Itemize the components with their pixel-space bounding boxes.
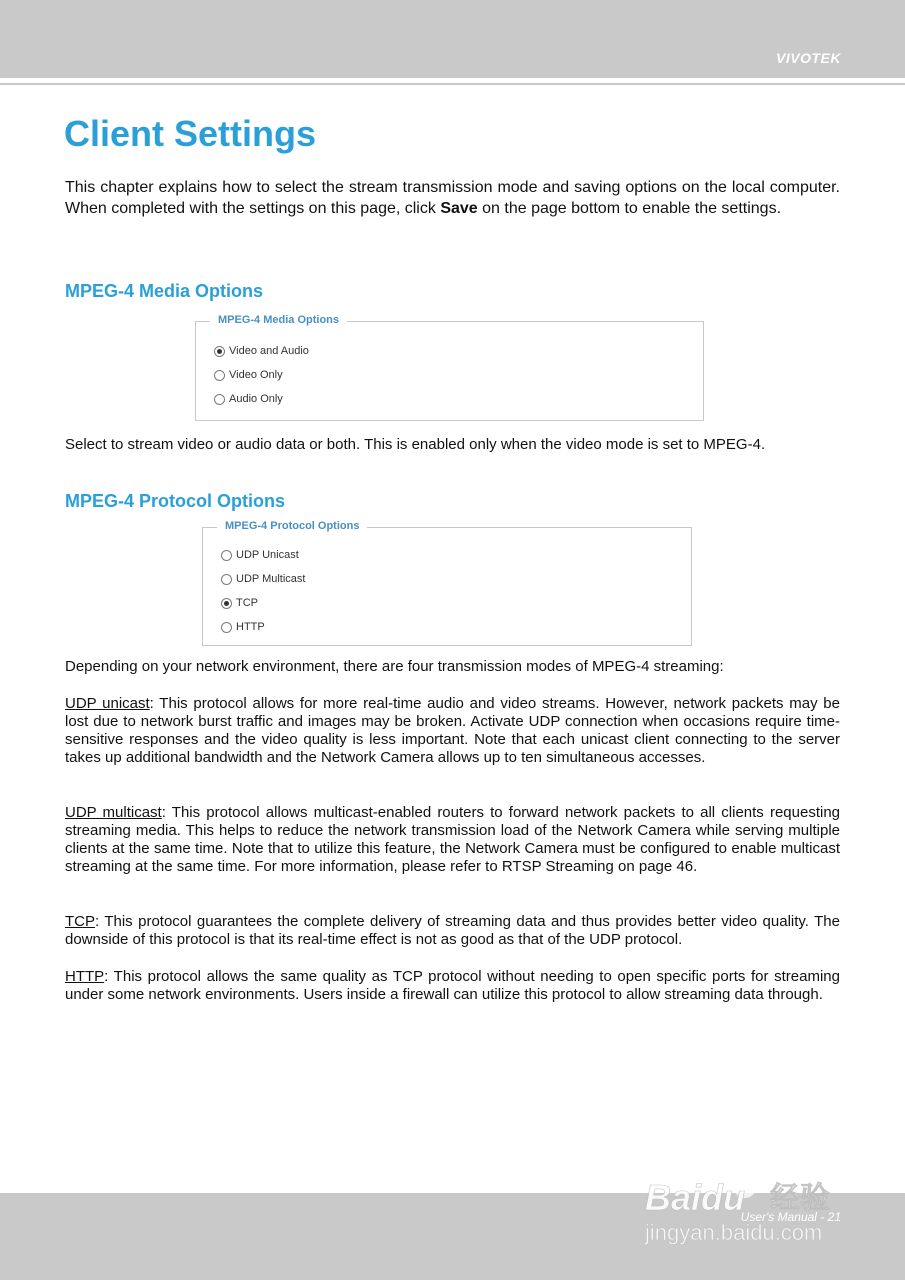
radio-unselected-icon	[221, 574, 232, 585]
save-keyword: Save	[440, 200, 478, 217]
page-title: Client Settings	[64, 113, 317, 154]
header-band	[0, 0, 905, 78]
watermark-cn: 经验	[770, 1181, 830, 1216]
radio-video-and-audio[interactable]: Video and Audio	[214, 345, 309, 357]
media-options-description: Select to stream video or audio data or both. This is enabled only when the video mode is set to MPEG-4.	[65, 436, 766, 453]
header-divider	[0, 83, 905, 85]
baidu-watermark-icon	[640, 1158, 855, 1248]
radio-selected-icon	[221, 598, 232, 609]
radio-selected-icon	[214, 346, 225, 357]
mode-term: UDP unicast	[65, 695, 150, 712]
mode-udp-multicast: UDP multicast: This protocol allows multicast-enabled routers to forward network packets to all clients requesting streaming media. This helps to reduce the network transmission load of the Network Camera while serving multiple clients at the same time. Note that to utilize this feature, the Network Camera must be configured to enable multicast streaming at the same time. For more information, please refer to RTSP Streaming on page 46.	[65, 804, 841, 875]
media-options-heading: MPEG-4 Media Options	[65, 281, 264, 301]
protocol-options-legend: MPEG-4 Protocol Options	[217, 520, 367, 532]
intro-paragraph: This chapter explains how to select the stream transmission mode and saving options on the local computer. When completed with the settings on this page, click Save on the page bottom to enable the settings.	[65, 179, 840, 217]
watermark-url: jingyan.baidu.com	[645, 1220, 823, 1245]
radio-udp-unicast[interactable]: UDP Unicast	[221, 549, 299, 561]
radio-unselected-icon	[214, 370, 225, 381]
mode-term: TCP	[65, 913, 95, 930]
watermark-brand: Baidu	[645, 1177, 746, 1218]
media-options-panel	[195, 314, 704, 421]
radio-audio-only[interactable]: Audio Only	[214, 393, 283, 405]
mode-term: HTTP	[65, 968, 105, 985]
radio-udp-multicast[interactable]: UDP Multicast	[221, 573, 305, 585]
brand-logo-text: VIVOTEK	[776, 50, 841, 66]
radio-http[interactable]: HTTP	[221, 621, 265, 633]
protocol-options-panel	[202, 520, 692, 646]
protocol-lead: Depending on your network environment, there are four transmission modes of MPEG-4 streaming:	[65, 658, 724, 675]
radio-video-only[interactable]: Video Only	[214, 369, 283, 381]
protocol-options-heading: MPEG-4 Protocol Options	[65, 491, 286, 511]
radio-unselected-icon	[221, 550, 232, 561]
mode-http: HTTP: This protocol allows the same quality as TCP protocol without needing to open specific ports for streaming under some network environments. Users inside a firewall can utilize this protocol to allow streaming data through.	[65, 968, 840, 1003]
radio-tcp[interactable]: TCP	[221, 597, 258, 609]
mode-tcp: TCP: This protocol guarantees the complete delivery of streaming data and thus provides better video quality. The downside of this protocol is that its real-time effect is not as good as that of the UDP protocol.	[65, 913, 840, 948]
media-options-legend: MPEG-4 Media Options	[210, 314, 347, 326]
mode-term: UDP multicast	[65, 804, 162, 821]
mode-udp-unicast: UDP unicast: This protocol allows for more real-time audio and video streams. However, network packets may be lost due to network burst traffic and images may be broken. Activate UDP connection when occasions require time-sensitive responses and the video quality is less important. Note that each unicast client connecting to the server takes up additional bandwidth and the Network Camera allows up to ten simultaneous accesses.	[65, 695, 840, 766]
radio-unselected-icon	[214, 394, 225, 405]
radio-unselected-icon	[221, 622, 232, 633]
page-number: User's Manual - 21	[740, 1210, 841, 1224]
